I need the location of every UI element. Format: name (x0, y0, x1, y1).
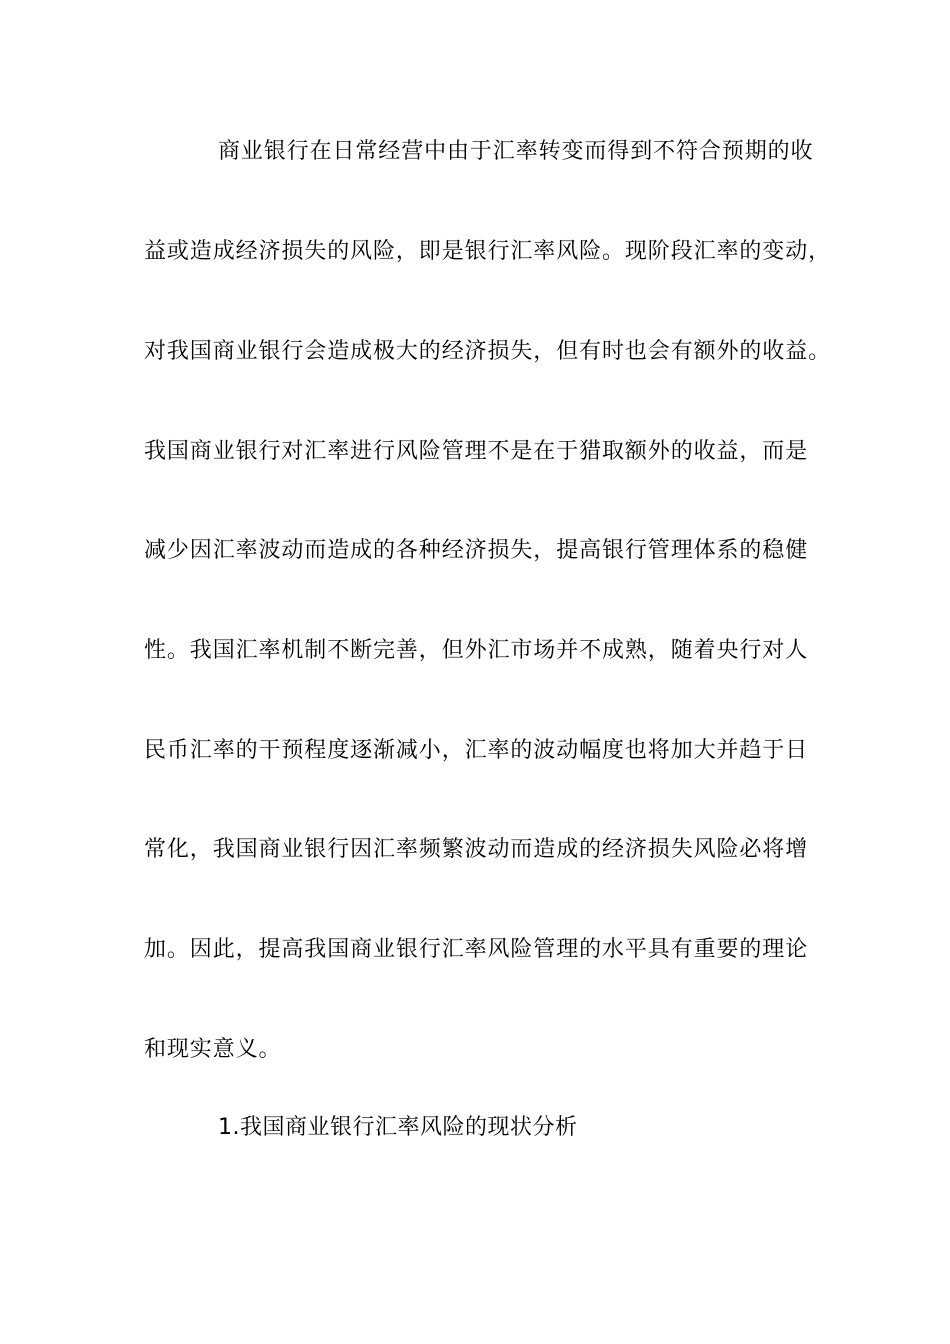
paragraph-line: 对我国商业银行会造成极大的经济损失，但有时也会有额外的收益。 (144, 339, 832, 364)
paragraph-line: 商业银行在日常经营中由于汇率转变而得到不符合预期的收 (218, 139, 814, 164)
section-heading: 1.我国商业银行汇率风险的现状分析 (218, 1115, 578, 1140)
paragraph-line: 我国商业银行对汇率进行风险管理不是在于猎取额外的收益，而是 (144, 439, 809, 464)
paragraph-line: 减少因汇率波动而造成的各种经济损失，提高银行管理体系的稳健 (144, 538, 809, 563)
paragraph-line: 民币汇率的干预程度逐渐减小，汇率的波动幅度也将加大并趋于日 (144, 738, 809, 763)
paragraph-line: 常化，我国商业银行因汇率频繁波动而造成的经济损失风险必将增 (144, 837, 809, 862)
paragraph-line: 益或造成经济损失的风险，即是银行汇率风险。现阶段汇率的变动， (144, 239, 832, 264)
paragraph-line: 加。因此，提高我国商业银行汇率风险管理的水平具有重要的理论 (144, 937, 809, 962)
paragraph-line: 和现实意义。 (144, 1037, 282, 1062)
paragraph-line: 性。我国汇率机制不断完善，但外汇市场并不成熟，随着央行对人 (144, 638, 809, 663)
